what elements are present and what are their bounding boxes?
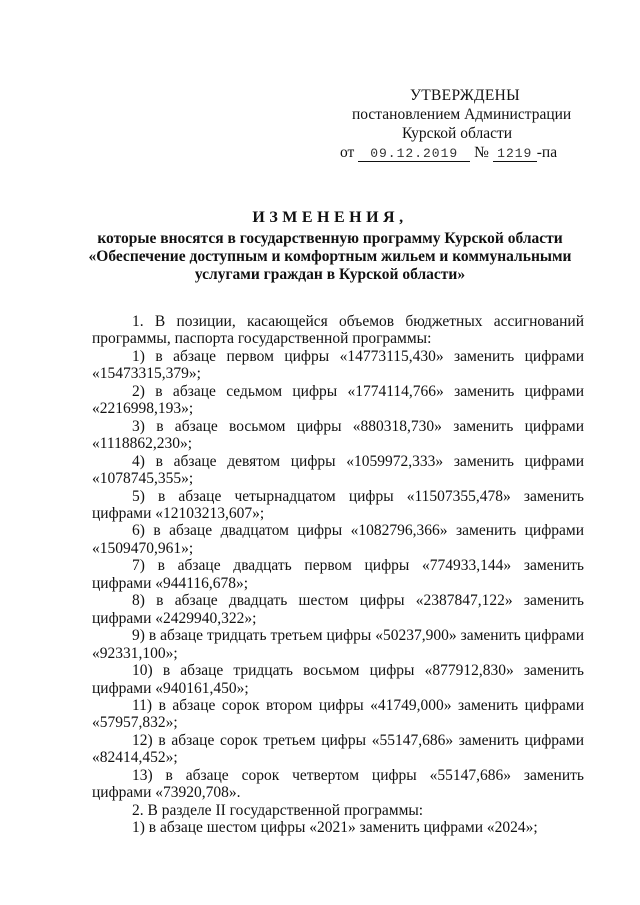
list-item: 5) в абзаце четырнадцатом цифры «11507355,478» заменить цифрами «12103213,607»; (92, 487, 584, 522)
list-item: 11) в абзаце сорок втором цифры «41749,000» заменить цифрами «57957,832»; (92, 696, 584, 732)
list-item: 1) в абзаце первом цифры «14773115,430» заменить цифрами «15473315,379»; (92, 347, 584, 383)
approval-date: 09.12.2019 (358, 146, 470, 162)
list-item: 8) в абзаце двадцать шестом цифры «2387847,122» заменить цифрами «2429940,322»; (92, 592, 584, 627)
paragraph-1: 1. В позиции, касающейся объемов бюджетных ассигнований программы, паспорта государственной программы: (92, 313, 584, 348)
list-item: 10) в абзаце тридцать восьмом цифры «877912,830» заменить цифрами «940161,450»; (92, 662, 584, 697)
heading-line-1: которые вносятся в государственную программу Курской области (97, 230, 563, 247)
document-title: ИЗМЕНЕНИЯ, (252, 209, 408, 226)
list-item: 4) в абзаце девятом цифры «1059972,333» заменить цифрами «1078745,355»; (92, 452, 584, 488)
approved-by-resolution: постановлением Администрации (352, 106, 572, 123)
list-item: 1) в абзаце шестом цифры «2021» заменить цифрами «2024»; (132, 819, 538, 837)
approval-number: 1219 (493, 146, 537, 162)
approval-date-line (340, 143, 600, 162)
list-item: 12) в абзаце сорок третьем цифры «55147,686» заменить цифрами «82414,452»; (92, 731, 584, 767)
date-prefix: от (340, 144, 355, 161)
approval-block (340, 86, 600, 162)
heading-line-2: «Обеспечение доступным и комфортным жильем и коммунальными (88, 248, 572, 265)
heading-line-3: услугами граждан в Курской области» (194, 266, 466, 283)
list-item: 7) в абзаце двадцать первом цифры «774933,144» заменить цифрами «944116,678»; (92, 557, 584, 592)
number-prefix: № (474, 144, 489, 161)
list-item: 9) в абзаце тридцать третьем цифры «50237,900» заменить цифрами «92331,100»; (92, 627, 584, 662)
list-item: 13) в абзаце сорок четвертом цифры «55147,686» заменить цифрами «73920,708». (92, 766, 584, 802)
approved-label: УТВЕРЖДЕНЫ (410, 87, 520, 104)
document-heading (80, 209, 580, 284)
list-item: 3) в абзаце восьмом цифры «880318,730» заменить цифрами «1118862,230»; (92, 417, 584, 453)
list-item: 6) в абзаце двадцатом цифры «1082796,366» заменить цифрами «1509470,961»; (92, 522, 584, 557)
approved-region: Курской области (402, 125, 513, 142)
number-suffix: -па (536, 144, 558, 161)
list-item: 2) в абзаце седьмом цифры «1774114,766» заменить цифрами «2216998,193»; (92, 382, 584, 418)
document-body (92, 313, 584, 837)
paragraph-2: 2. В разделе II государственной программы: (132, 801, 424, 819)
